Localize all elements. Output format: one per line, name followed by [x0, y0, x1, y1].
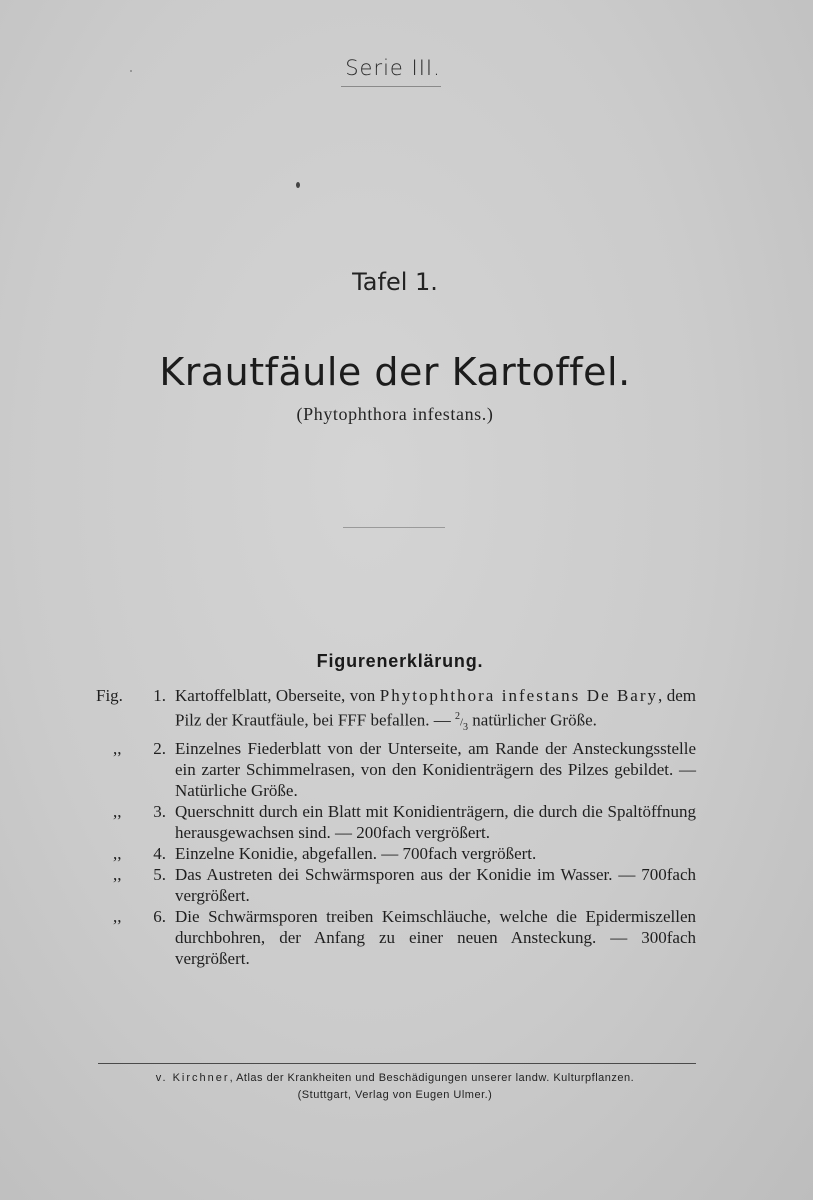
figure-prefix: ,, [113, 802, 122, 822]
figure-legend-list [0, 685, 813, 969]
figure-text-part: Kartoffelblatt, Oberseite, von [175, 686, 380, 705]
figure-text-part: natürlicher Größe. [468, 710, 597, 730]
figure-prefix: ,, [113, 739, 122, 759]
page-title: Krautfäule der Kartoffel. [159, 350, 631, 394]
footer-line-1 [0, 1070, 790, 1087]
figure-description: Das Austreten dei Schwärmsporen aus der Konidie im Wasser. — 700fach vergrößert. [175, 865, 696, 906]
series-underline [341, 86, 441, 87]
figure-number: 5. [153, 865, 166, 885]
figure-number: 2. [153, 739, 166, 759]
figure-number: 4. [153, 844, 166, 864]
figure-prefix: Fig. [96, 686, 123, 705]
series-label: Serie III. [345, 56, 441, 80]
figure-number: 6. [153, 907, 166, 927]
figure-item [0, 738, 813, 801]
footer-line-2: (Stuttgart, Verlag von Eugen Ulmer.) [297, 1089, 493, 1101]
figure-item [0, 843, 813, 864]
paper-speck [130, 70, 132, 72]
figure-prefix: ,, [113, 865, 122, 885]
plate-number: Tafel 1. [352, 268, 438, 296]
figure-description: Einzelne Konidie, abgefallen. — 700fach vergrößert. [175, 844, 537, 864]
figure-prefix: ,, [113, 907, 122, 927]
figure-legend-heading: Figurenerklärung. [316, 651, 484, 671]
figure-item [0, 801, 813, 843]
figure-prefix: ,, [113, 844, 122, 864]
paper-speck [296, 182, 300, 188]
fraction-numerator: 2 [454, 711, 460, 722]
figure-item [0, 864, 813, 906]
footer-divider [98, 1063, 696, 1064]
footer-author: v. Kirchner [155, 1072, 230, 1084]
figure-description: Querschnitt durch ein Blatt mit Konidienträgern, die durch die Spaltöffnung herausgewachsen sind. — 200fach vergrößert. [175, 802, 696, 843]
page-subtitle: (Phytophthora infestans.) [296, 404, 494, 424]
fraction-denominator: 3 [463, 722, 469, 734]
figure-number: 3. [153, 802, 166, 822]
figure-number: 1. [153, 686, 166, 705]
figure-description: Einzelnes Fiederblatt von der Unterseite, am Rande der Ansteckungsstelle ein zarter Schimmelrasen, von den Konidienträgern des Pilzes gebildet. — Natürliche Größe. [175, 739, 696, 801]
footer-citation: , Atlas der Krankheiten und Beschädigungen unserer landw. Kulturpflanzen. [229, 1072, 635, 1084]
publication-footer [0, 1070, 790, 1104]
section-divider [343, 527, 445, 528]
figure-item [0, 906, 813, 969]
figure-description: Die Schwärmsporen treiben Keimschläuche, welche die Epidermiszellen durchbohren, der Anfang zu einer neuen Ansteckung. — 300fach vergrößert. [175, 907, 696, 969]
figure-description: Kartoffelblatt, Oberseite, von Phytophthora infestans De Bary, dem Pilz der Krautfäule, bei FFF befallen. — $^2/_3$ natürlicher Größe. [175, 686, 697, 734]
figure-text-part: , dem Pilz der Krautfäule, bei FFF befallen. — [175, 686, 697, 730]
figure-item [0, 685, 813, 738]
species-name: Phytophthora infestans De Bary [379, 686, 659, 705]
